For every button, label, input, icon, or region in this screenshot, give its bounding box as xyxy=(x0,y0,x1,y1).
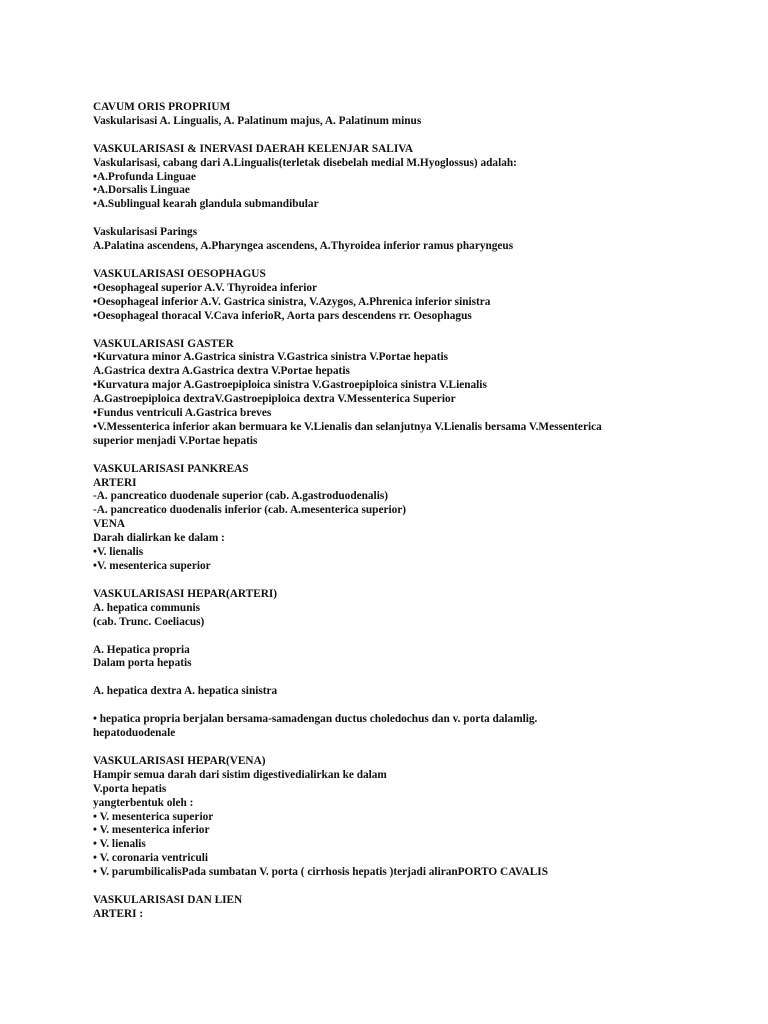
bullet-item: • V. coronaria ventriculi xyxy=(93,852,209,865)
text-line: yangterbentuk oleh : xyxy=(93,796,194,809)
section-hepar-arteri xyxy=(93,588,713,741)
bullet-item: • hepatica propria berjalan bersama-samadengan ductus choledochus dan v. porta dalamlig. xyxy=(93,713,538,726)
section-cavum-oris xyxy=(93,101,713,129)
bullet-item: • V. parumbilicalisPada sumbatan V. porta ( cirrhosis hepatis )terjadi aliranPORTO CAVALIS xyxy=(93,866,548,879)
text-line: Vaskularisasi, cabang dari A.Lingualis(terletak disebelah medial M.Hyoglossus) adalah: xyxy=(93,156,517,169)
text-line: A. hepatica dextra A. hepatica sinistra xyxy=(93,685,278,698)
text-line: Hampir semua darah dari sistim digestivedialirkan ke dalam xyxy=(93,768,387,781)
section-gaster xyxy=(93,338,713,449)
section-title: Vaskularisasi Parings xyxy=(93,226,198,239)
section-kelenjar-saliva xyxy=(93,143,713,212)
text-line: -A. pancreatico duodenale superior (cab. A.gastroduodenalis) xyxy=(93,490,388,503)
text-line: (cab. Trunc. Coeliacus) xyxy=(93,615,205,628)
text-line: Dalam porta hepatis xyxy=(93,657,192,670)
section-lien xyxy=(93,894,713,922)
bullet-item: •V.Messenterica inferior akan bermuara ke V.Lienalis dan selanjutnya V.Lienalis bersama V.Messenterica xyxy=(93,420,602,433)
bullet-item: •Kurvatura major A.Gastroepiploica sinistra V.Gastroepiploica sinistra V.Lienalis xyxy=(93,379,487,392)
bullet-item: •V. mesenterica superior xyxy=(93,559,211,572)
spacer xyxy=(93,630,713,644)
bullet-item: •A.Sublingual kearah glandula submandibular xyxy=(93,198,319,211)
text-line: superior menjadi V.Portae hepatis xyxy=(93,434,258,447)
bullet-item: •A.Profunda Linguae xyxy=(93,170,196,183)
spacer xyxy=(93,699,713,713)
bullet-item: •A.Dorsalis Linguae xyxy=(93,184,190,197)
bullet-item: •Fundus ventriculi A.Gastrica breves xyxy=(93,407,272,420)
section-title: VASKULARISASI PANKREAS xyxy=(93,462,249,475)
document-body xyxy=(93,101,713,936)
text-line: -A. pancreatico duodenalis inferior (cab. A.mesenterica superior) xyxy=(93,504,407,517)
section-hepar-vena xyxy=(93,755,713,880)
bullet-item: • V. lienalis xyxy=(93,838,146,851)
text-line: A. hepatica communis xyxy=(93,601,201,614)
bullet-item: • V. mesenterica superior xyxy=(93,810,214,823)
bullet-item: •Oesophageal thoracal V.Cava inferioR, Aorta pars descendens rr. Oesophagus xyxy=(93,309,472,322)
bullet-item: •V. lienalis xyxy=(93,546,144,559)
section-title: CAVUM ORIS PROPRIUM xyxy=(93,101,231,113)
spacer xyxy=(93,671,713,685)
bullet-item: •Oesophageal superior A.V. Thyroidea inferior xyxy=(93,281,318,294)
text-line: A.Palatina ascendens, A.Pharyngea ascendens, A.Thyroidea inferior ramus pharyngeus xyxy=(93,240,514,253)
text-line: A.Gastrica dextra A.Gastrica dextra V.Portae hepatis xyxy=(93,365,350,378)
section-title: VASKULARISASI GASTER xyxy=(93,337,234,350)
section-title: VASKULARISASI OESOPHAGUS xyxy=(93,268,266,281)
subheading: ARTERI : xyxy=(93,907,144,920)
subheading: VENA xyxy=(93,518,126,531)
bullet-item: •Kurvatura minor A.Gastrica sinistra V.Gastrica sinistra V.Portae hepatis xyxy=(93,351,448,364)
bullet-item: • V. mesenterica inferior xyxy=(93,824,210,837)
subheading: ARTERI xyxy=(93,476,137,489)
section-pankreas xyxy=(93,463,713,574)
section-title: VASKULARISASI & INERVASI DAERAH KELENJAR SALIVA xyxy=(93,142,414,155)
bullet-item: •Oesophageal inferior A.V. Gastrica sinistra, V.Azygos, A.Phrenica inferior sinistra xyxy=(93,295,491,308)
text-line: hepatoduodenale xyxy=(93,727,176,740)
text-line: Darah dialirkan ke dalam : xyxy=(93,532,225,545)
section-parings xyxy=(93,226,713,254)
text-line: A. Hepatica propria xyxy=(93,643,190,656)
section-title: VASKULARISASI HEPAR(VENA) xyxy=(93,754,266,767)
text-line: A.Gastroepiploica dextraV.Gastroepiploica dextra V.Messenterica Superior xyxy=(93,393,456,406)
section-title: VASKULARISASI DAN LIEN xyxy=(93,893,243,906)
text-line: Vaskularisasi A. Lingualis, A. Palatinum majus, A. Palatinum minus xyxy=(93,114,422,127)
text-line: V.porta hepatis xyxy=(93,782,167,795)
section-oesophagus xyxy=(93,268,713,324)
section-title: VASKULARISASI HEPAR(ARTERI) xyxy=(93,587,278,600)
